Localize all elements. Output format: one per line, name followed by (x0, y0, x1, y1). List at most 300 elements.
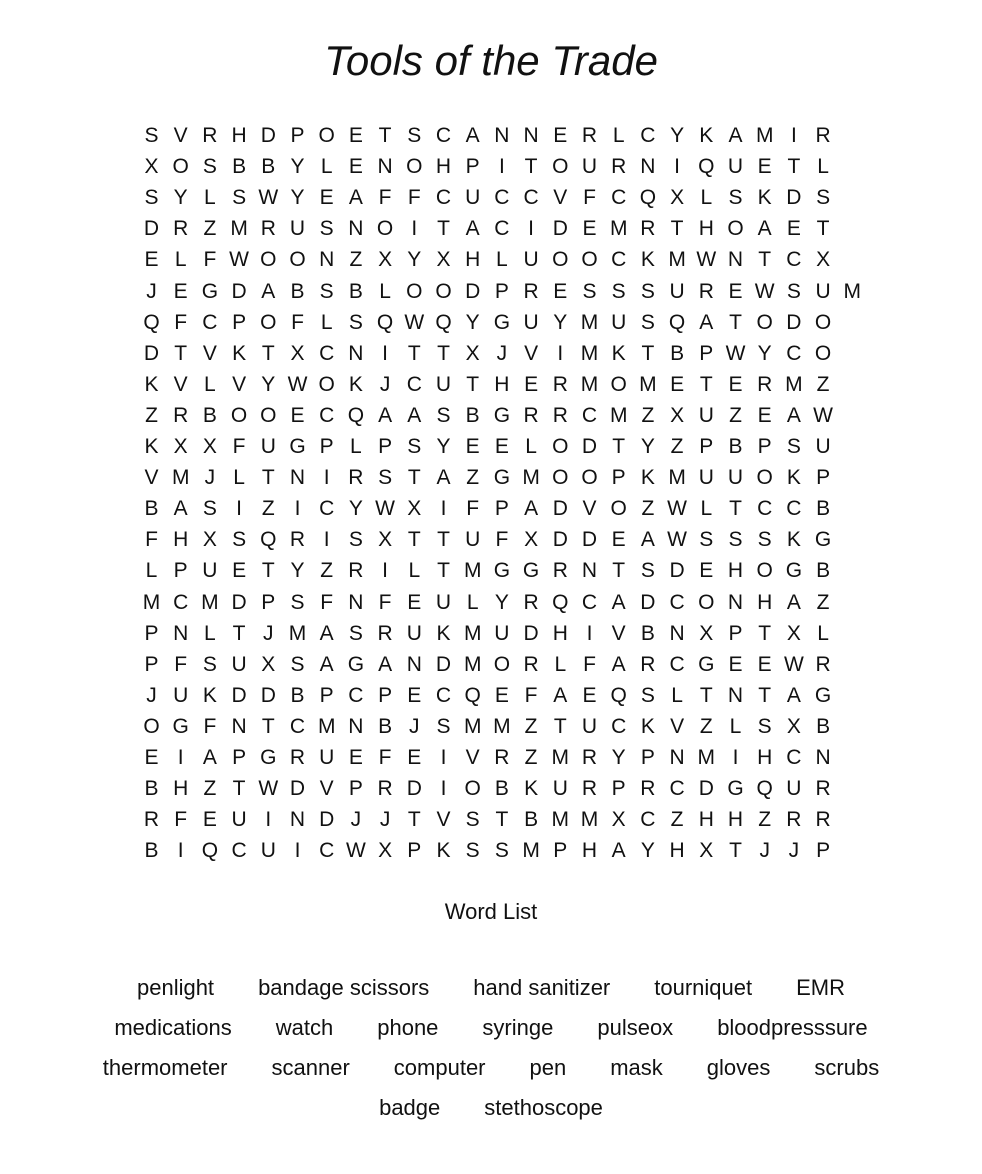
grid-letter: I (265, 808, 272, 832)
grid-letter: U (581, 714, 598, 738)
grid-letter: C (786, 746, 802, 769)
grid-letter: L (408, 559, 421, 583)
grid-letter: U (289, 217, 306, 241)
grid-letter: W (229, 248, 249, 272)
grid-letter: T (437, 528, 450, 552)
grid-letter: M (697, 746, 716, 769)
word-list-item: computer (393, 1055, 486, 1080)
grid-letter: N (640, 155, 656, 179)
grid-letter: S (202, 155, 217, 179)
grid-letter: K (757, 186, 772, 210)
grid-letter: R (523, 279, 539, 303)
grid-letter: N (289, 466, 306, 490)
grid-letter: U (260, 839, 276, 863)
grid-letter: S (232, 186, 247, 210)
grid-letter: D (465, 279, 481, 303)
grid-letter: O (814, 310, 832, 334)
grid-letter: T (699, 372, 713, 396)
grid-letter: W (813, 403, 833, 427)
grid-letter: C (611, 248, 627, 272)
grid-letter: M (609, 403, 628, 427)
grid-letter: R (289, 528, 306, 552)
grid-letter: Z (641, 497, 655, 521)
grid-letter: R (173, 217, 189, 241)
grid-letter: X (699, 621, 714, 645)
grid-letter: V (202, 341, 217, 365)
grid-letter: E (786, 217, 801, 241)
grid-letter: E (728, 279, 743, 303)
grid-letter: S (640, 683, 655, 707)
grid-letter: K (786, 528, 801, 552)
grid-letter: T (232, 777, 246, 801)
grid-letter: U (815, 279, 831, 303)
grid-letter: G (493, 559, 511, 583)
grid-letter: E (728, 652, 743, 676)
grid-letter: L (204, 621, 216, 645)
grid-letter: Y (290, 186, 305, 210)
grid-letter: M (668, 466, 686, 490)
grid-letter: Z (203, 777, 217, 801)
grid-letter: C (757, 497, 773, 521)
word-list-item: scrubs (814, 1055, 880, 1080)
grid-letter: H (727, 559, 744, 583)
grid-letter: S (232, 528, 247, 552)
grid-letter: S (640, 310, 655, 334)
grid-letter: G (814, 528, 832, 552)
grid-letter: F (495, 528, 509, 552)
grid-letter: W (258, 777, 279, 801)
grid-letter: B (290, 279, 305, 303)
word-list-item: watch (275, 1015, 334, 1040)
grid-letter: Z (524, 746, 538, 769)
grid-letter: V (173, 372, 188, 396)
grid-letter: C (611, 714, 627, 738)
grid-letter: E (290, 403, 305, 427)
grid-letter: E (553, 124, 568, 147)
grid-letter: Y (640, 839, 655, 863)
grid-letter: S (348, 310, 363, 334)
grid-letter: M (463, 621, 482, 645)
grid-letter: Q (435, 310, 452, 334)
grid-letter: G (260, 746, 277, 769)
grid-letter: H (669, 839, 685, 863)
grid-letter: D (406, 777, 422, 801)
grid-letter: U (435, 372, 452, 396)
grid-letter: X (378, 248, 393, 272)
grid-letter: D (231, 590, 247, 614)
grid-letter: O (260, 403, 277, 427)
grid-letter: L (320, 310, 333, 334)
grid-letter: E (348, 746, 363, 769)
grid-letter: S (144, 186, 159, 210)
grid-letter: E (319, 186, 334, 210)
grid-letter: F (232, 435, 246, 458)
grid-letter: C (669, 590, 685, 614)
grid-letter: A (378, 652, 393, 676)
grid-letter: W (404, 310, 425, 334)
grid-letter: Q (610, 683, 627, 707)
grid-letter: R (581, 746, 598, 769)
grid-letter: S (407, 435, 422, 458)
grid-letter: A (786, 403, 801, 427)
grid-letter: M (580, 341, 599, 365)
grid-letter: L (204, 186, 216, 210)
grid-letter: V (173, 124, 188, 147)
grid-letter: C (231, 839, 247, 863)
grid-letter: R (786, 808, 802, 832)
grid-letter: Y (640, 435, 655, 458)
grid-letter: T (816, 217, 830, 241)
grid-letter: S (348, 528, 363, 552)
grid-letter: S (378, 466, 393, 490)
grid-letter: U (231, 652, 247, 676)
grid-letter: Q (698, 155, 715, 179)
grid-letter: M (522, 466, 540, 490)
grid-letter: R (552, 403, 568, 427)
grid-letter: Z (816, 372, 830, 396)
grid-letter: D (143, 341, 160, 365)
grid-letter: R (523, 403, 539, 427)
grid-letter: Q (668, 310, 686, 334)
grid-letter: S (465, 808, 480, 832)
grid-letter: Z (320, 559, 334, 583)
grid-letter: S (319, 217, 334, 241)
grid-letter: A (553, 683, 568, 707)
grid-letter: S (202, 652, 217, 676)
grid-letter: B (670, 341, 685, 365)
grid-letter: Q (201, 839, 219, 863)
grid-letter: P (816, 839, 831, 863)
grid-letter: E (232, 559, 247, 583)
grid-letter: F (378, 186, 392, 210)
grid-letter: C (786, 497, 802, 521)
grid-letter: S (786, 435, 801, 458)
grid-letter: S (144, 124, 159, 147)
grid-letter: N (815, 746, 831, 769)
grid-letter: D (669, 559, 685, 583)
grid-letter: Q (376, 310, 394, 334)
grid-letter: M (580, 808, 599, 832)
grid-letter: D (319, 808, 335, 832)
grid-letter: U (698, 466, 714, 490)
grid-letter: N (669, 746, 685, 769)
grid-letter: C (669, 777, 685, 801)
grid-letter: Z (261, 497, 275, 521)
grid-letter: D (552, 217, 568, 241)
grid-letter: R (143, 808, 160, 832)
grid-letter: A (465, 124, 480, 147)
grid-letter: G (814, 683, 832, 707)
grid-letter: Y (553, 310, 568, 334)
grid-letter: V (436, 808, 451, 832)
grid-letter: A (728, 124, 743, 147)
grid-letter: B (144, 839, 159, 863)
grid-letter: Z (670, 435, 684, 458)
grid-letter: D (581, 528, 598, 552)
grid-letter: E (407, 590, 422, 614)
grid-letter: A (348, 186, 363, 210)
grid-letter: Q (143, 310, 160, 334)
grid-letter: J (146, 279, 157, 303)
grid-letter: F (466, 497, 480, 521)
grid-letter: U (727, 155, 744, 179)
grid-letter: T (729, 839, 742, 863)
grid-letter: U (494, 621, 510, 645)
grid-letter: J (350, 808, 362, 832)
grid-letter: R (377, 621, 393, 645)
grid-letter: P (494, 497, 509, 521)
grid-letter: T (758, 621, 772, 645)
grid-letter: Z (758, 808, 772, 832)
grid-letter: O (552, 435, 569, 458)
grid-letter: R (523, 590, 539, 614)
grid-letter: N (581, 559, 598, 583)
grid-letter: H (552, 621, 568, 645)
grid-letter: O (260, 248, 277, 272)
grid-letter: N (727, 248, 744, 272)
grid-letter: X (173, 435, 188, 458)
grid-letter: E (494, 435, 509, 458)
grid-letter: S (728, 528, 743, 552)
grid-letter: G (172, 714, 189, 738)
grid-letter: D (786, 310, 802, 334)
grid-letter: B (144, 497, 159, 521)
grid-letter: T (407, 341, 421, 365)
grid-letter: M (201, 590, 219, 614)
grid-letter: U (435, 590, 452, 614)
word-list-item: thermometer (102, 1055, 228, 1080)
grid-letter: L (204, 372, 216, 396)
grid-letter: J (379, 808, 391, 832)
grid-letter: P (319, 435, 334, 458)
grid-letter: X (786, 621, 801, 645)
grid-letter: F (407, 186, 421, 210)
grid-letter: Z (699, 714, 713, 738)
grid-letter: R (815, 808, 831, 832)
grid-letter: W (345, 839, 366, 863)
grid-letter: Z (203, 217, 217, 241)
grid-letter: M (639, 372, 657, 396)
grid-letter: T (407, 528, 421, 552)
grid-letter: R (494, 746, 510, 769)
grid-letter: C (319, 497, 335, 521)
grid-letter: O (814, 341, 832, 365)
grid-letter: P (699, 435, 714, 458)
grid-letter: X (202, 528, 217, 552)
grid-letter: L (554, 652, 567, 676)
word-list-item: badge (379, 1095, 441, 1120)
grid-letter: F (174, 310, 188, 334)
grid-letter: U (523, 248, 539, 272)
grid-letter: M (551, 808, 570, 832)
word-list-row (0, 974, 982, 1002)
grid-letter: A (611, 839, 626, 863)
grid-letter: Z (145, 403, 158, 427)
grid-letter: I (498, 155, 505, 179)
grid-letter: X (524, 528, 539, 552)
grid-letter: O (610, 497, 627, 521)
puzzle-title: Tools of the Trade (324, 37, 658, 84)
grid-letter: I (528, 217, 535, 241)
grid-letter: M (463, 652, 482, 676)
grid-letter: H (757, 590, 773, 614)
grid-letter: N (348, 590, 364, 614)
grid-letter: U (406, 621, 422, 645)
grid-letter: O (727, 217, 744, 241)
grid-letter: O (756, 559, 773, 583)
grid-letter: I (294, 497, 301, 521)
grid-letter: O (493, 652, 511, 676)
grid-letter: D (786, 186, 802, 210)
grid-letter: V (232, 372, 247, 396)
grid-letter: A (786, 590, 801, 614)
grid-letter: O (376, 217, 394, 241)
grid-letter: I (382, 559, 389, 583)
grid-letter: T (524, 155, 538, 179)
grid-letter: G (201, 279, 219, 303)
grid-letter: T (261, 559, 275, 583)
grid-letter: I (294, 839, 301, 863)
grid-letter: O (230, 403, 248, 427)
grid-letter: E (582, 217, 597, 241)
grid-letter: I (236, 497, 243, 521)
grid-letter: N (173, 621, 189, 645)
grid-letter: S (699, 528, 714, 552)
grid-letter: T (495, 808, 509, 832)
grid-letter: K (611, 341, 626, 365)
grid-letter: S (436, 403, 451, 427)
grid-letter: A (173, 497, 188, 521)
grid-letter: I (732, 746, 739, 769)
grid-letter: R (523, 652, 539, 676)
grid-letter: G (727, 777, 744, 801)
grid-letter: O (581, 466, 598, 490)
grid-letter: U (173, 683, 189, 707)
word-list-row (0, 1014, 982, 1042)
grid-letter: L (729, 714, 742, 738)
grid-letter: J (409, 714, 420, 738)
grid-letter: D (640, 590, 656, 614)
grid-letter: S (348, 621, 363, 645)
grid-letter: K (436, 621, 451, 645)
grid-letter: H (698, 217, 714, 241)
grid-letter: T (232, 621, 246, 645)
grid-letter: U (552, 777, 568, 801)
grid-letter: A (378, 403, 393, 427)
grid-letter: J (146, 683, 157, 707)
grid-letter: P (728, 621, 743, 645)
grid-letter: U (231, 808, 247, 832)
grid-letter: M (171, 466, 190, 490)
grid-letter: R (202, 124, 218, 147)
grid-letter: F (145, 528, 158, 552)
word-list-row (0, 1094, 982, 1122)
grid-letter: C (786, 248, 802, 272)
grid-letter: M (522, 839, 540, 863)
grid-letter: C (435, 186, 452, 210)
grid-letter: L (320, 155, 333, 179)
grid-letter: M (785, 372, 803, 396)
grid-letter: O (756, 466, 773, 490)
grid-letter: Z (816, 590, 830, 614)
word-list-row (0, 1054, 982, 1082)
grid-letter: E (202, 808, 217, 832)
grid-letter: U (581, 155, 598, 179)
grid-letter: S (582, 279, 597, 303)
grid-letter: X (290, 341, 305, 365)
grid-letter: P (465, 155, 480, 179)
grid-letter: E (407, 746, 422, 769)
grid-letter: R (611, 155, 627, 179)
grid-letter: F (378, 746, 392, 769)
grid-letter: X (202, 435, 217, 458)
grid-letter: C (494, 186, 510, 210)
grid-letter: M (463, 714, 482, 738)
grid-letter: D (435, 652, 452, 676)
grid-letter: R (348, 466, 364, 490)
grid-letter: Y (436, 435, 451, 458)
grid-letter: C (202, 310, 218, 334)
grid-letter: G (493, 466, 511, 490)
grid-letter: U (727, 466, 744, 490)
grid-letter: B (640, 621, 655, 645)
grid-letter: G (698, 652, 715, 676)
grid-letter: M (142, 590, 161, 614)
grid-letter: F (174, 652, 188, 676)
grid-letter: L (817, 621, 829, 645)
grid-letter: Z (524, 714, 538, 738)
grid-letter: I (382, 341, 389, 365)
grid-letter: R (377, 777, 393, 801)
grid-letter: J (204, 466, 216, 490)
grid-letter: H (727, 808, 744, 832)
grid-letter: R (552, 559, 568, 583)
grid-letter: C (640, 124, 656, 147)
grid-letter: T (612, 559, 626, 583)
grid-letter: P (261, 590, 276, 614)
grid-letter: C (319, 403, 335, 427)
grid-letter: I (440, 497, 447, 521)
grid-letter: N (727, 683, 744, 707)
grid-letter: A (319, 652, 334, 676)
grid-letter: X (611, 808, 626, 832)
word-list-item: syringe (482, 1015, 554, 1040)
grid-letter: B (202, 403, 217, 427)
grid-letter: E (173, 279, 188, 303)
grid-letter: P (319, 683, 334, 707)
grid-letter: H (173, 777, 189, 801)
grid-letter: G (493, 310, 511, 334)
grid-letter: P (757, 435, 772, 458)
grid-letter: I (411, 217, 418, 241)
grid-letter: U (465, 528, 481, 552)
grid-letter: W (783, 652, 804, 676)
grid-letter: D (231, 683, 247, 707)
grid-letter: T (437, 341, 450, 365)
grid-letter: D (523, 621, 539, 645)
grid-letter: R (173, 403, 189, 427)
grid-letter: Z (670, 808, 684, 832)
grid-letter: P (348, 777, 363, 801)
grid-letter: S (290, 652, 305, 676)
grid-letter: W (667, 528, 687, 552)
grid-letter: P (232, 746, 247, 769)
grid-letter: C (669, 652, 685, 676)
grid-letter: R (815, 124, 831, 147)
grid-letter: X (436, 248, 451, 272)
grid-letter: F (203, 248, 217, 272)
word-list-item: pen (529, 1055, 567, 1080)
